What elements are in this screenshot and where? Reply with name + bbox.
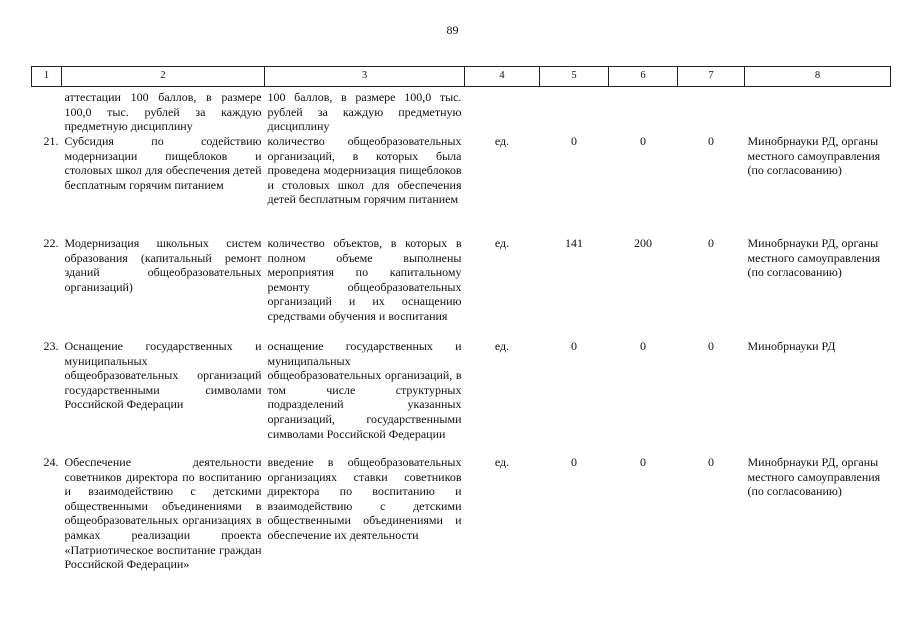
row-value-7: 0 xyxy=(708,134,714,148)
row-executor: Минобрнауки РД, органы местного самоуправления (по согласованию) xyxy=(747,134,881,178)
row-value-5: 0 xyxy=(571,134,577,148)
row-name: Обеспечение деятельности советников директора по воспитанию и взаимодействию с детскими общественными объединениями в общеобразовательных организациях в рамках реализации проекта «Патриотическое воспитание граждан Российской Федерации» xyxy=(64,455,262,572)
table-row xyxy=(32,339,891,455)
header-row xyxy=(32,67,891,87)
row-executor: Минобрнауки РД, органы местного самоуправления (по согласованию) xyxy=(747,455,881,499)
row-value-6: 0 xyxy=(640,339,646,353)
row-unit: ед. xyxy=(494,339,510,353)
row-value-6: 0 xyxy=(640,134,646,148)
row-name: Модернизация школьных систем образования (капитальный ремонт зданий общеобразовательных организаций) xyxy=(64,236,262,294)
row-indicator: оснащение государственных и муниципальных общеобразовательных организаций, в том числе структурных подразделений указанных организаций, государственными символами Российской Федерации xyxy=(267,339,462,441)
row-indicator: введение в общеобразовательных организациях ставки советников директора по воспитанию и взаимодействию с детскими общественными объединениями и обеспечение их деятельности xyxy=(267,455,462,542)
row-indicator: количество общеобразовательных организаций, в которых была проведена модернизация пищеблоков и столовых школ для обеспечения детей бесплатным горячим питанием xyxy=(267,134,462,207)
row-value-6: 0 xyxy=(640,455,646,469)
table-row-continuation xyxy=(32,87,891,135)
row-number: 24. xyxy=(43,455,59,469)
header-col-2: 2 xyxy=(62,67,265,87)
header-col-8: 8 xyxy=(745,67,891,87)
row-name: аттестации 100 баллов, в размере 100,0 тыс. рублей за каждую предметную дисциплину xyxy=(64,90,262,134)
program-table xyxy=(31,66,891,575)
table-row xyxy=(32,134,891,236)
header-col-7: 7 xyxy=(678,67,745,87)
header-col-4: 4 xyxy=(465,67,540,87)
header-col-6: 6 xyxy=(609,67,678,87)
row-value-7: 0 xyxy=(708,455,714,469)
header-col-3: 3 xyxy=(265,67,465,87)
row-number: 23. xyxy=(43,339,59,353)
row-value-5: 0 xyxy=(571,455,577,469)
row-name: Субсидия по содействию модернизации пищеблоков и столовых школ для обеспечения детей бесплатным горячим питанием xyxy=(64,134,262,192)
header-col-5: 5 xyxy=(540,67,609,87)
page-number: 89 xyxy=(446,23,459,37)
row-value-7: 0 xyxy=(708,339,714,353)
table-row xyxy=(32,455,891,575)
row-number: 21. xyxy=(43,134,59,148)
row-value-7: 0 xyxy=(708,236,714,250)
row-unit: ед. xyxy=(494,134,510,148)
table-row xyxy=(32,236,891,339)
row-executor: Минобрнауки РД, органы местного самоуправления (по согласованию) xyxy=(747,236,881,280)
row-executor: Минобрнауки РД xyxy=(747,339,836,353)
row-value-5: 141 xyxy=(565,236,583,250)
row-value-5: 0 xyxy=(571,339,577,353)
row-unit: ед. xyxy=(494,236,510,250)
row-value-6: 200 xyxy=(634,236,652,250)
row-number: 22. xyxy=(43,236,59,250)
row-indicator: 100 баллов, в размере 100,0 тыс. рублей за каждую предметную дисциплину xyxy=(267,90,462,134)
header-col-1: 1 xyxy=(32,67,62,87)
row-name: Оснащение государственных и муниципальных общеобразовательных организаций государственными символами Российской Федерации xyxy=(64,339,262,412)
row-indicator: количество объектов, в которых в полном объеме выполнены мероприятия по капитальному ремонту общеобразовательных организаций и их оснащению средствами обучения и воспитания xyxy=(267,236,462,323)
row-unit: ед. xyxy=(494,455,510,469)
